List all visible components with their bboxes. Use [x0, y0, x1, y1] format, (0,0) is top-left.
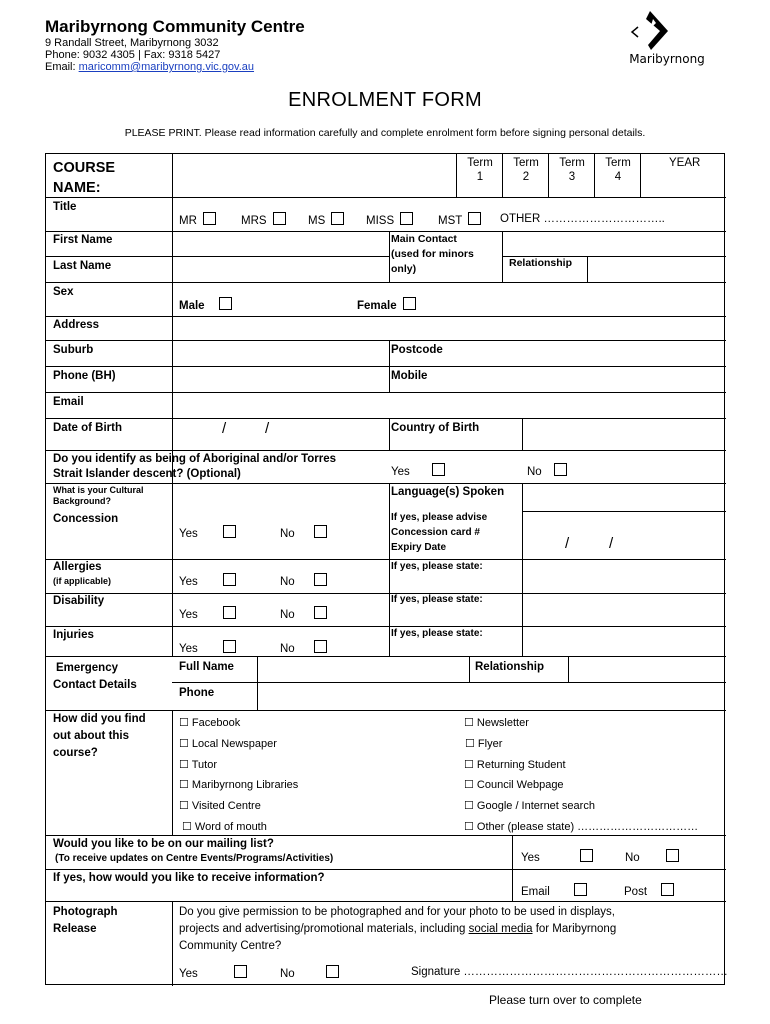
- receive-info-question: If yes, how would you like to receive information?: [53, 872, 325, 884]
- checkbox-concession-yes[interactable]: [223, 525, 236, 538]
- checkbox-disability-no[interactable]: [314, 606, 327, 619]
- suburb-label: Suburb: [53, 344, 94, 356]
- checkbox-photo-no[interactable]: [326, 965, 339, 978]
- checkbox-female[interactable]: [403, 297, 416, 310]
- how-find-label: How did you find out about this course?: [53, 713, 146, 759]
- postcode-label: Postcode: [391, 344, 443, 356]
- disability-state-label: If yes, please state:: [391, 594, 483, 605]
- option-word-of-mouth[interactable]: ☐ Word of mouth: [182, 821, 267, 833]
- photograph-release-label: Photograph Release: [53, 906, 118, 935]
- main-contact-relationship-label: Relationship: [509, 257, 573, 269]
- term-2-label[interactable]: Term 2: [513, 157, 539, 183]
- option-tutor[interactable]: ☐ Tutor: [179, 759, 217, 771]
- photograph-permission-text: Do you give permission to be photographed and for your photo to be used in displays, projects and advertising/promotional materials, including social media for Maribyrnong Community Centre?: [179, 906, 617, 952]
- photo-no[interactable]: No: [280, 965, 339, 981]
- email-link[interactable]: maricomm@maribyrnong.vic.gov.au: [78, 61, 255, 73]
- expiry-slash-2: /: [609, 535, 614, 552]
- option-newsletter[interactable]: ☐ Newsletter: [464, 717, 529, 729]
- organisation-email-line: [45, 61, 305, 73]
- organisation-name: Maribyrnong Community Centre: [45, 17, 305, 36]
- title-option-miss[interactable]: MISS: [366, 212, 413, 228]
- option-returning-student[interactable]: ☐ Returning Student: [464, 759, 566, 771]
- injuries-no[interactable]: No: [280, 640, 327, 656]
- sex-male[interactable]: Male: [179, 297, 232, 313]
- address-label: Address: [53, 319, 100, 331]
- checkbox-mst[interactable]: [468, 212, 481, 225]
- option-other[interactable]: ☐ Other (please state) ……………………………: [464, 821, 699, 833]
- checkbox-injuries-yes[interactable]: [223, 640, 236, 653]
- checkbox-allergies-no[interactable]: [314, 573, 327, 586]
- checkbox-injuries-no[interactable]: [314, 640, 327, 653]
- disability-no[interactable]: No: [280, 606, 327, 622]
- organisation-phone: Phone: 9032 4305 | Fax: 9318 5427: [45, 49, 221, 61]
- allergies-label: Allergies (if applicable): [53, 561, 112, 586]
- emergency-phone-label: Phone: [179, 687, 215, 699]
- first-name-label: First Name: [53, 234, 113, 246]
- email-label-field: Email: [53, 396, 84, 408]
- injuries-yes[interactable]: Yes: [179, 640, 236, 656]
- emergency-full-name-label: Full Name: [179, 661, 234, 673]
- last-name-label: Last Name: [53, 260, 112, 272]
- checkbox-photo-yes[interactable]: [234, 965, 247, 978]
- receive-email[interactable]: Email: [521, 883, 587, 899]
- option-local-newspaper[interactable]: ☐ Local Newspaper: [179, 738, 277, 750]
- concession-label: Concession: [53, 513, 119, 525]
- injuries-label: Injuries: [53, 629, 94, 641]
- atsi-yes[interactable]: Yes: [391, 463, 445, 479]
- checkbox-ms[interactable]: [331, 212, 344, 225]
- checkbox-miss[interactable]: [400, 212, 413, 225]
- title-option-mr[interactable]: MR: [179, 212, 216, 228]
- organisation-header: [45, 17, 305, 73]
- title-option-mrs[interactable]: MRS: [241, 212, 286, 228]
- checkbox-concession-no[interactable]: [314, 525, 327, 538]
- option-maribyrnong-libraries[interactable]: ☐ Maribyrnong Libraries: [179, 779, 299, 791]
- term-1-label[interactable]: Term 1: [467, 157, 493, 183]
- checkbox-receive-post[interactable]: [661, 883, 674, 896]
- allergies-state-label: If yes, please state:: [391, 561, 483, 572]
- page-footer-note: Please turn over to complete: [489, 993, 642, 1007]
- allergies-no[interactable]: No: [280, 573, 327, 589]
- instructions: PLEASE PRINT. Please read information carefully and complete enrolment form before signing personal details.: [124, 127, 646, 139]
- expiry-slash-1: /: [565, 535, 570, 552]
- checkbox-disability-yes[interactable]: [223, 606, 236, 619]
- date-of-birth-label: Date of Birth: [53, 422, 122, 434]
- dob-slash-1: /: [222, 420, 227, 437]
- course-name-label: COURSE NAME:: [53, 160, 116, 196]
- country-of-birth-label: Country of Birth: [391, 422, 480, 434]
- term-4-label[interactable]: Term 4: [605, 157, 631, 183]
- atsi-question: Do you identify as being of Aboriginal and/or Torres Strait Islander descent? (Optional): [53, 453, 337, 480]
- checkbox-mr[interactable]: [203, 212, 216, 225]
- logo-icon: [622, 9, 712, 54]
- title-option-other[interactable]: OTHER …………………………..: [500, 213, 665, 225]
- languages-spoken-label: Language(s) Spoken: [391, 486, 505, 498]
- phone-bh-label: Phone (BH): [53, 370, 116, 382]
- option-visited-centre[interactable]: ☐ Visited Centre: [179, 800, 261, 812]
- checkbox-allergies-yes[interactable]: [223, 573, 236, 586]
- maribyrnong-logo: [622, 9, 712, 71]
- signature-line[interactable]: Signature ……………………………………………………………: [411, 966, 728, 978]
- allergies-yes[interactable]: Yes: [179, 573, 236, 589]
- option-flyer[interactable]: ☐ Flyer: [465, 738, 503, 750]
- checkbox-receive-email[interactable]: [574, 883, 587, 896]
- checkbox-male[interactable]: [219, 297, 232, 310]
- option-facebook[interactable]: ☐ Facebook: [179, 717, 241, 729]
- atsi-no[interactable]: No: [527, 463, 567, 479]
- mailing-list-subtext: (To receive updates on Centre Events/Programs/Activities): [55, 853, 334, 864]
- organisation-address: 9 Randall Street, Maribyrnong 3032: [45, 37, 219, 49]
- concession-advise-label: If yes, please advise Concession card # Expiry Date: [391, 512, 488, 553]
- sex-label: Sex: [53, 286, 74, 298]
- form-title: ENROLMENT FORM: [288, 89, 482, 111]
- enrolment-table: [45, 153, 728, 985]
- logo-wordmark: Maribyrnong: [629, 52, 705, 66]
- option-google-internet-search[interactable]: ☐ Google / Internet search: [464, 800, 595, 812]
- sex-female[interactable]: Female: [357, 297, 416, 313]
- cultural-background-label: What is your Cultural Background?: [53, 485, 144, 506]
- disability-label: Disability: [53, 595, 105, 607]
- option-council-webpage[interactable]: ☐ Council Webpage: [464, 779, 564, 791]
- concession-yes[interactable]: Yes: [179, 525, 236, 541]
- title-label: Title: [53, 201, 77, 213]
- disability-yes[interactable]: Yes: [179, 606, 236, 622]
- emergency-relationship-label: Relationship: [475, 661, 545, 673]
- emergency-contact-label: Emergency Contact Details: [53, 662, 137, 691]
- receive-post[interactable]: Post: [624, 883, 674, 899]
- checkbox-mrs[interactable]: [273, 212, 286, 225]
- dob-slash-2: /: [265, 420, 270, 437]
- mobile-label: Mobile: [391, 370, 428, 382]
- checkbox-mailing-no[interactable]: [666, 849, 679, 862]
- checkbox-atsi-no[interactable]: [554, 463, 567, 476]
- concession-no[interactable]: No: [280, 525, 327, 541]
- mailing-yes[interactable]: Yes: [521, 849, 593, 865]
- checkbox-mailing-yes[interactable]: [580, 849, 593, 862]
- mailing-list-question: Would you like to be on our mailing list?: [53, 838, 274, 850]
- injuries-state-label: If yes, please state:: [391, 628, 483, 639]
- main-contact-label: Main Contact (used for minors only): [391, 233, 474, 275]
- checkbox-atsi-yes[interactable]: [432, 463, 445, 476]
- year-label: YEAR: [669, 157, 701, 169]
- term-3-label[interactable]: Term 3: [559, 157, 585, 183]
- mailing-no[interactable]: No: [625, 849, 679, 865]
- title-option-ms[interactable]: MS: [308, 212, 344, 228]
- title-option-mst[interactable]: MST: [438, 212, 481, 228]
- email-label: Email:: [45, 61, 79, 73]
- photo-yes[interactable]: Yes: [179, 965, 247, 981]
